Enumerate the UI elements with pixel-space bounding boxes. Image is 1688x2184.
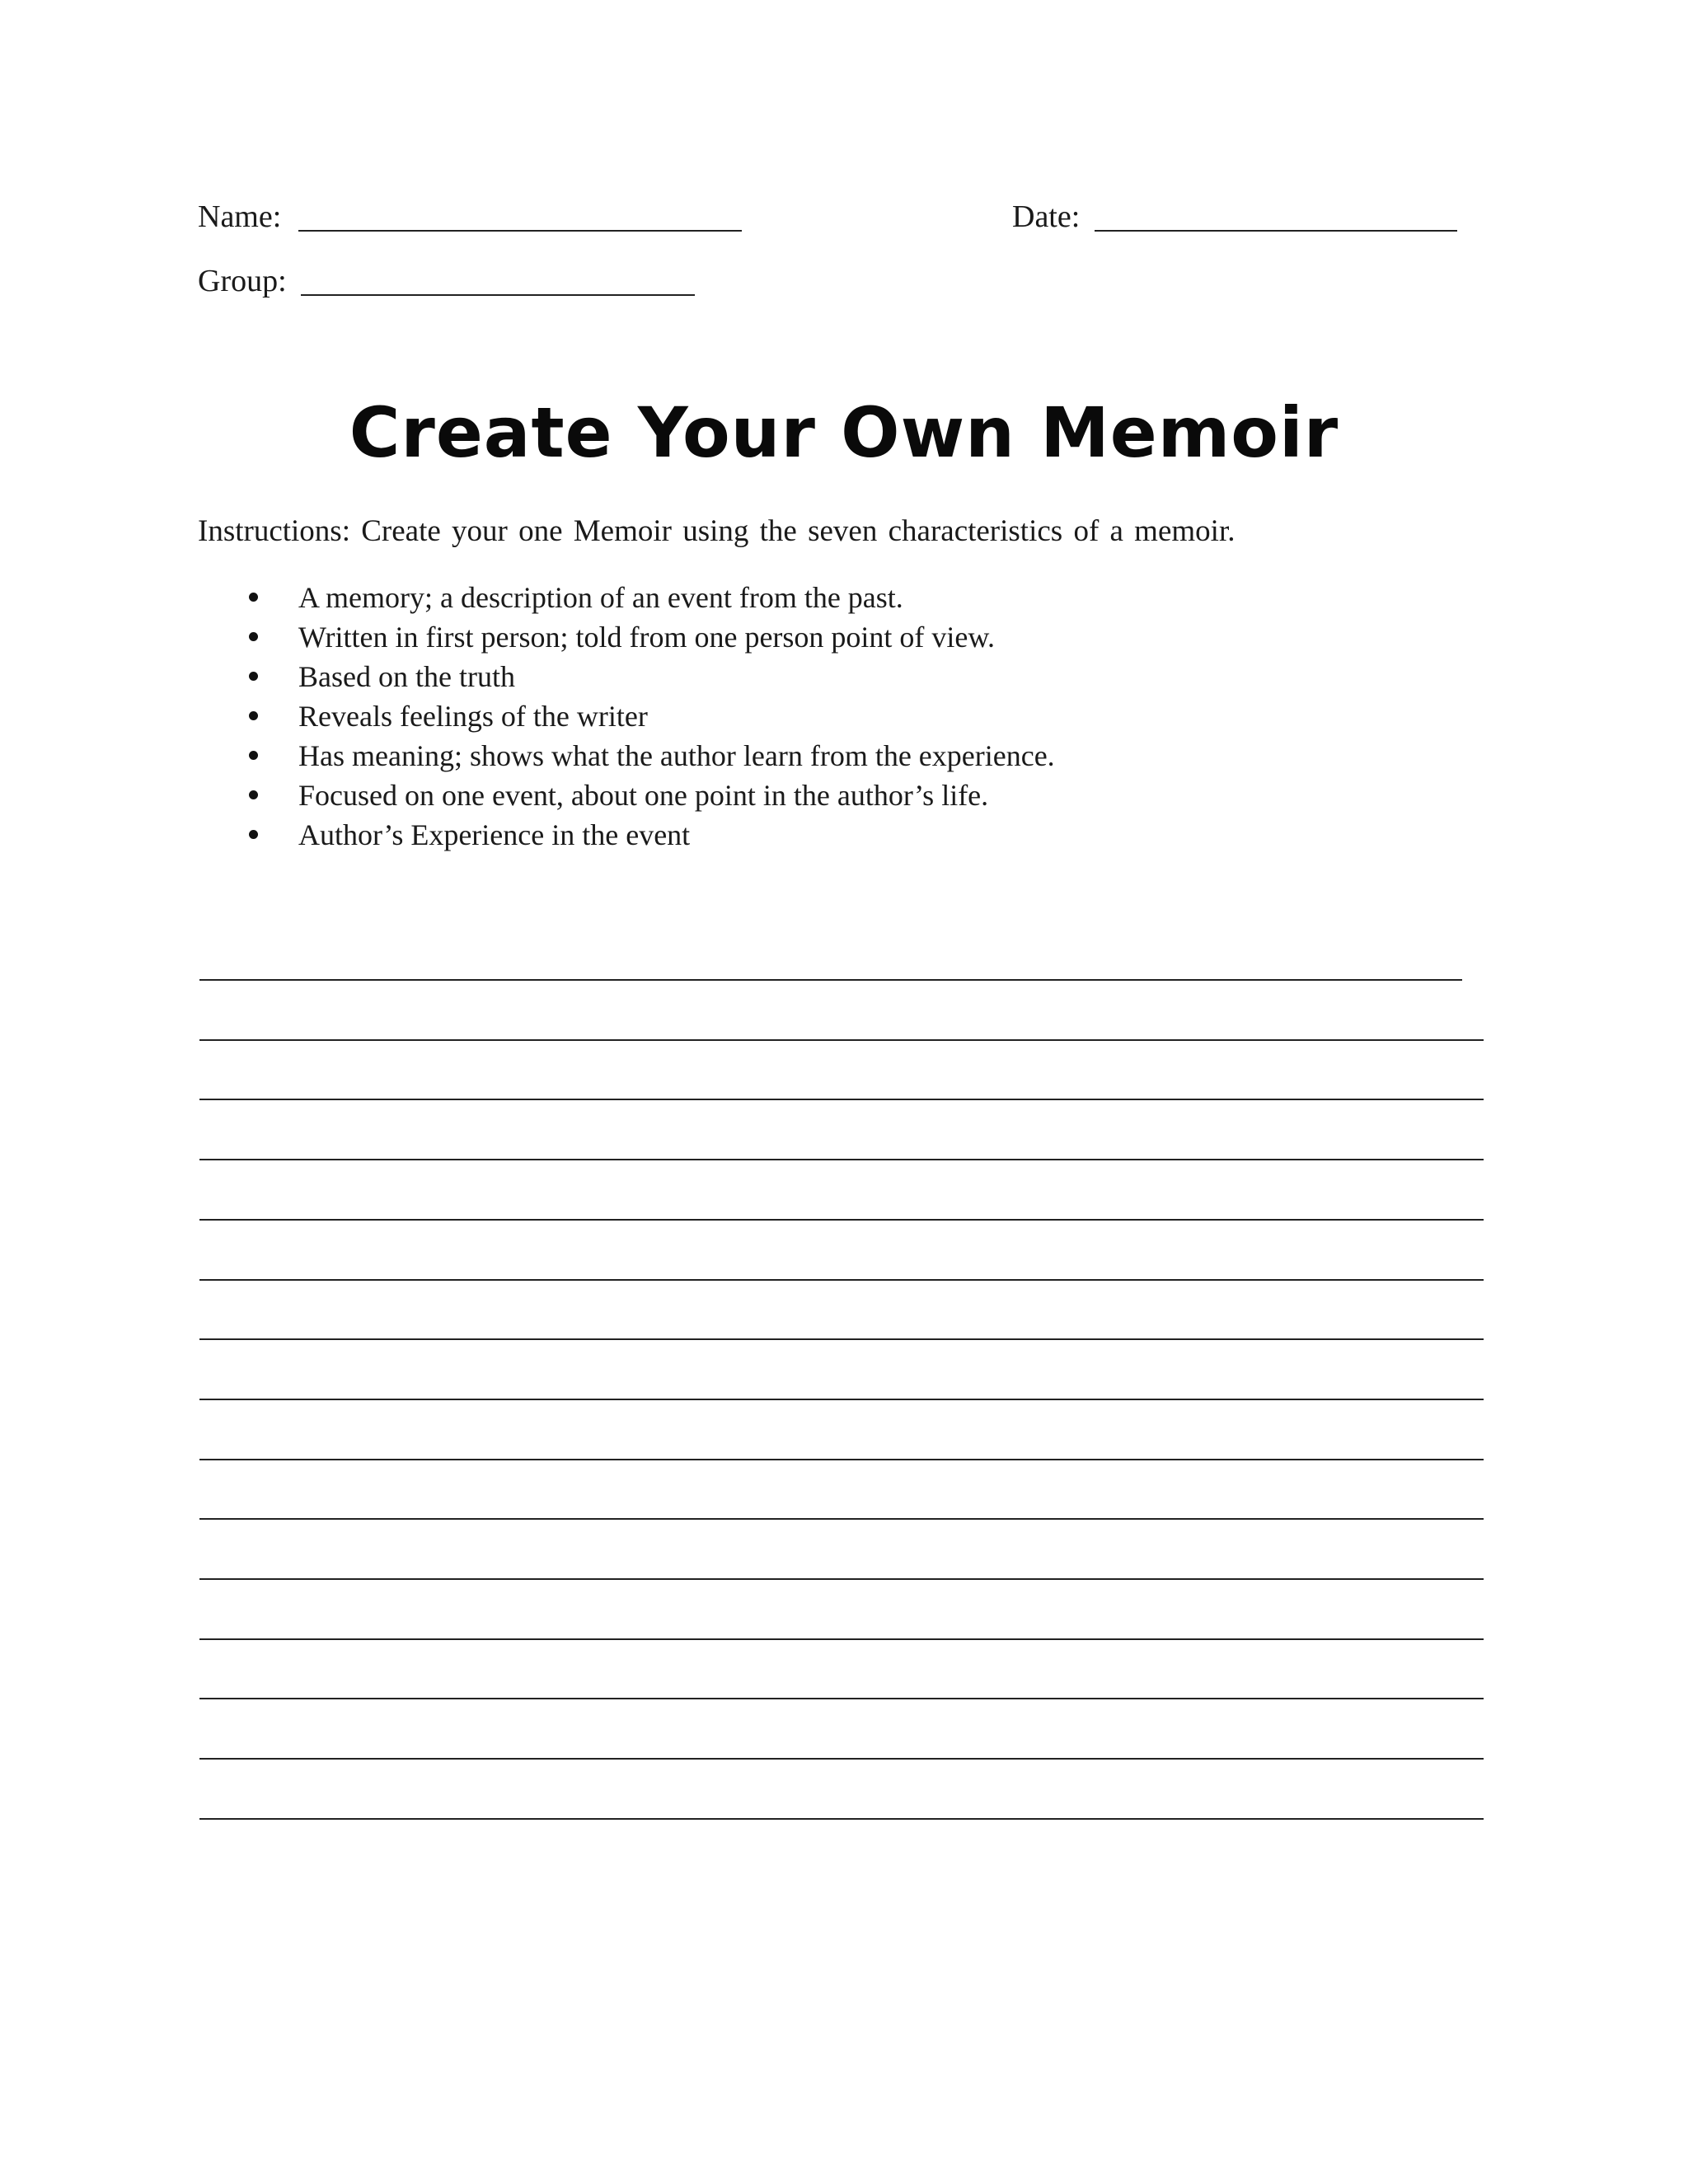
writing-line[interactable] xyxy=(199,1459,1484,1460)
writing-line[interactable] xyxy=(199,1758,1484,1760)
writing-line[interactable] xyxy=(199,1578,1484,1580)
writing-line[interactable] xyxy=(199,1818,1484,1820)
writing-line[interactable] xyxy=(199,1698,1484,1699)
writing-line[interactable] xyxy=(199,979,1462,981)
bullet-icon xyxy=(249,632,258,641)
bullet-icon xyxy=(249,711,258,720)
writing-line[interactable] xyxy=(199,1518,1484,1520)
writing-line[interactable] xyxy=(199,1338,1484,1340)
bullet-icon xyxy=(249,672,258,681)
name-field[interactable] xyxy=(298,230,742,232)
bullet-icon xyxy=(249,751,258,760)
name-label: Name: xyxy=(198,199,282,234)
writing-line[interactable] xyxy=(199,1638,1484,1640)
writing-line[interactable] xyxy=(199,1039,1484,1041)
date-field[interactable] xyxy=(1095,230,1457,232)
group-label: Group: xyxy=(198,264,287,298)
writing-line[interactable] xyxy=(199,1399,1484,1400)
page-title: Create Your Own Memoir xyxy=(349,392,1339,473)
bullet-icon xyxy=(249,830,258,839)
bullet-icon xyxy=(249,593,258,602)
group-field[interactable] xyxy=(301,294,695,296)
writing-line[interactable] xyxy=(199,1279,1484,1281)
writing-line[interactable] xyxy=(199,1099,1484,1100)
date-label: Date: xyxy=(1012,199,1081,234)
bullet-icon xyxy=(249,790,258,799)
writing-line[interactable] xyxy=(199,1159,1484,1160)
instructions-text: Instructions: Create your one Memoir using the seven characteristics of a memoir. xyxy=(198,514,1236,548)
writing-line[interactable] xyxy=(199,1219,1484,1221)
